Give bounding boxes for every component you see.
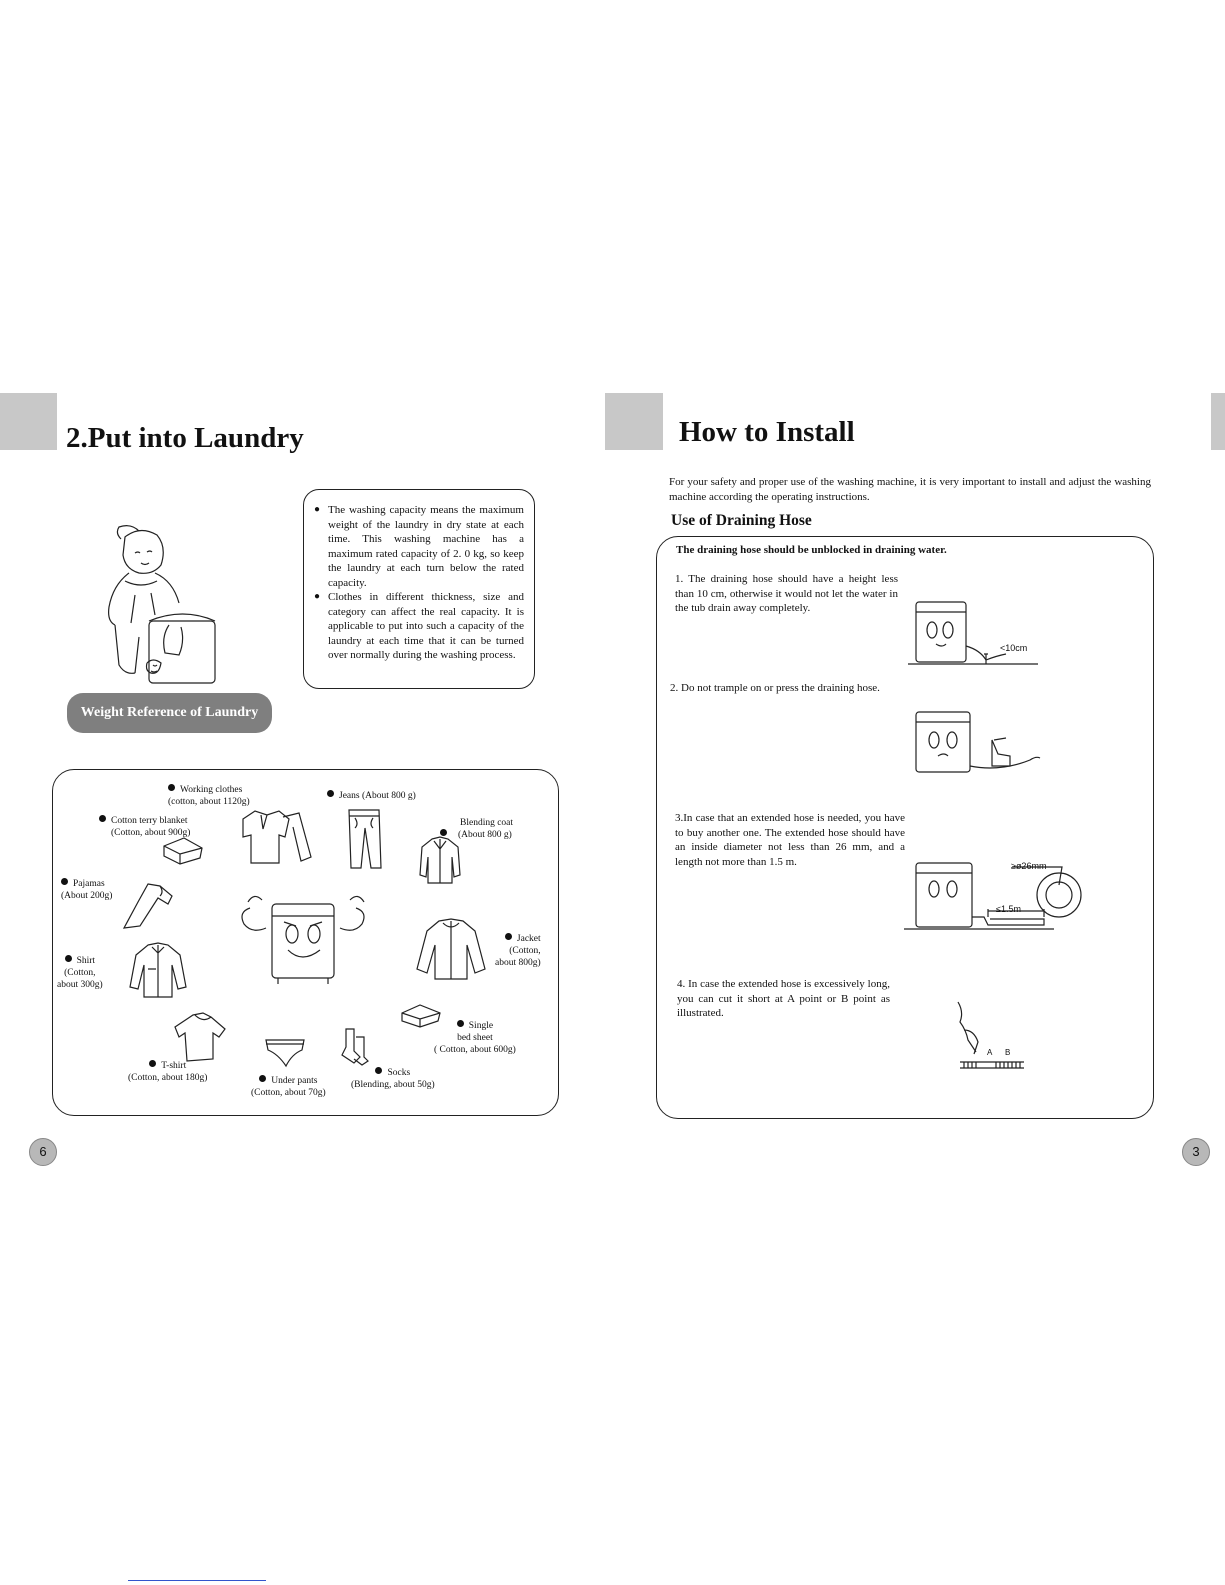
label-point-a: A	[987, 1048, 993, 1057]
cotton-terry-blanket-icon	[160, 836, 206, 866]
label-cotton-terry-blanket: Cotton terry blanket (Cotton, about 900g)	[99, 815, 190, 839]
label-length: ≤1.5m	[996, 904, 1021, 914]
socks-icon	[338, 1027, 372, 1067]
jeans-icon	[345, 808, 383, 870]
pajamas-icon	[120, 882, 180, 930]
bottom-link-underline	[128, 1580, 266, 1581]
mascot-washer-icon	[238, 888, 368, 988]
left-page-number: 6	[29, 1138, 57, 1166]
left-section-tab	[0, 393, 57, 450]
label-working-clothes: Working clothes (cotton, about 1120g)	[168, 785, 250, 807]
label-single-bed-sheet: Single bed sheet ( Cotton, about 600g)	[434, 1021, 516, 1055]
jacket-icon	[413, 917, 489, 983]
capacity-notes-box	[303, 489, 535, 689]
right-page-number: 3	[1182, 1138, 1210, 1166]
label-under-pants: Under pants (Cotton, about 70g)	[251, 1076, 326, 1098]
label-jacket: Jacket (Cotton, about 800g)	[495, 934, 541, 968]
no-trample-figure	[914, 710, 1044, 780]
right-section-tab	[605, 393, 663, 450]
label-t-shirt: T-shirt (Cotton, about 180g)	[128, 1061, 208, 1083]
label-height: <10cm	[1000, 643, 1028, 653]
single-bed-sheet-icon	[398, 1003, 444, 1029]
step-2-text: 2. Do not trample on or press the draining hose.	[670, 682, 880, 694]
hose-height-figure	[908, 600, 1038, 670]
label-diameter: ≥ø26mm	[1011, 861, 1047, 871]
label-blending-coat: Blending coat (About 800 g)	[440, 817, 513, 841]
capacity-note-1: ● The washing capacity means the maximum weight of the laundry in dry state at each time. This washing machine has a maximum rated capacity of 2. 0 kg, so keep the laundry at each turn below the rated capacity.	[314, 503, 524, 590]
capacity-note-2: ● Clothes in different thickness, size and category can affect the real capacity. It is applicable to put into such a capacity of the laundry at each time that it can be turned over normally during the washing process.	[314, 590, 524, 663]
step-1-text: 1. The draining hose should have a height less than 10 cm, otherwise it would not let the water in the tub drain away completely.	[675, 573, 898, 615]
label-pajamas: Pajamas (About 200g)	[61, 879, 113, 901]
extended-hose-figure	[904, 855, 1089, 935]
woman-loading-washer-illustration	[95, 525, 225, 690]
step-3-text: 3.In case that an extended hose is needed, you have to buy another one. The extended hose should have an inside diameter not less than 26 mm, and a length not more than 1.5 m.	[675, 812, 905, 868]
right-edge-tab	[1211, 393, 1225, 450]
working-clothes-icon	[233, 807, 313, 865]
left-page-title: 2.Put into Laundry	[66, 422, 304, 454]
under-pants-icon	[262, 1036, 308, 1068]
right-page-title: How to Install	[679, 416, 855, 448]
label-socks: Socks (Blending, about 50g)	[351, 1068, 435, 1090]
draining-hose-heading: The draining hose should be unblocked in draining water.	[676, 544, 947, 556]
step-4-text: 4. In case the extended hose is excessively long, you can cut it short at A point or B point as illustrated.	[677, 978, 890, 1020]
label-jeans: Jeans (About 800 g)	[327, 790, 416, 802]
cut-hose-figure	[950, 1000, 1030, 1070]
weight-reference-badge: Weight Reference of Laundry	[67, 693, 272, 733]
label-shirt: Shirt (Cotton, about 300g)	[57, 956, 103, 990]
t-shirt-icon	[173, 1011, 229, 1063]
section-title-draining-hose: Use of Draining Hose	[671, 512, 812, 529]
shirt-icon	[128, 941, 188, 1001]
blending-coat-icon	[418, 835, 462, 885]
install-intro-text: For your safety and proper use of the washing machine, it is very important to install and adjust the washing machine according the operating instructions.	[669, 476, 1151, 503]
label-point-b: B	[1005, 1048, 1011, 1057]
